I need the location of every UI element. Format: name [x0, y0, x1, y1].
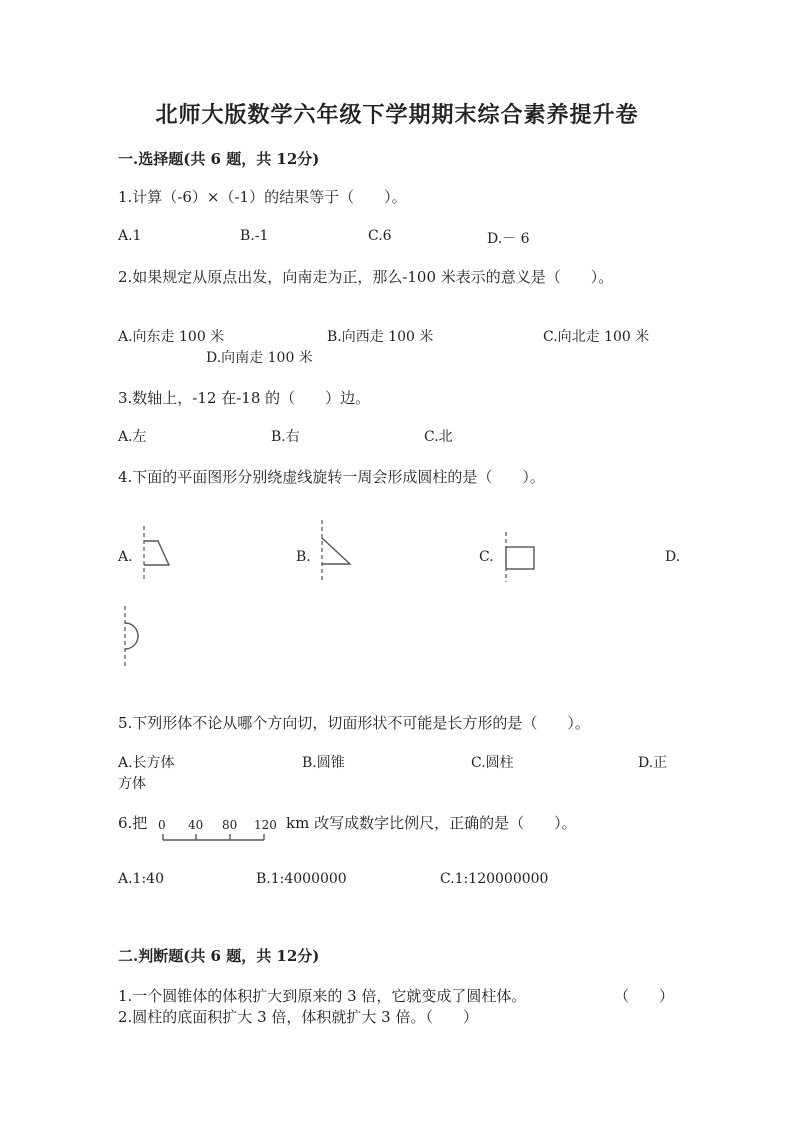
question-1-option-c[interactable]: C.6	[368, 228, 392, 244]
question-4-option-c[interactable]: C.	[479, 549, 494, 565]
question-6-stem-prefix: 6.把	[118, 814, 148, 832]
question-3-option-c[interactable]: C.北	[424, 429, 453, 445]
question-1-option-a[interactable]: A.1	[118, 228, 142, 244]
question-6-option-b[interactable]: B.1:4000000	[256, 871, 347, 887]
judgment-item-1-answer-bracket[interactable]: （ ）	[614, 987, 675, 1005]
question-3-stem: 3.数轴上，-12 在-18 的（ ）边。	[118, 389, 371, 407]
question-6-option-a[interactable]: A.1:40	[118, 871, 164, 887]
question-5-option-d[interactable]: D.正	[638, 755, 668, 771]
rectangle-figure-c	[500, 530, 540, 584]
scale-label-40: 40	[188, 818, 204, 832]
question-2-option-a[interactable]: A.向东走 100 米	[118, 329, 225, 345]
question-1-option-b[interactable]: B.-1	[240, 228, 269, 244]
question-1-option-d[interactable]: D.－ 6	[487, 231, 530, 247]
scale-ruler	[158, 832, 278, 846]
judgment-item-1: 1.一个圆锥体的体积扩大到原来的 3 倍，它就变成了圆柱体。	[118, 987, 527, 1005]
scale-label-0: 0	[158, 818, 166, 832]
question-3-option-a[interactable]: A.左	[118, 429, 147, 445]
question-5-option-b[interactable]: B.圆锥	[302, 755, 345, 771]
section-heading-choice: 一.选择题(共 6 题，共 12分)	[118, 150, 320, 168]
judgment-item-2: 2.圆柱的底面积扩大 3 倍，体积就扩大 3 倍。（ ）	[118, 1008, 478, 1026]
triangle-figure-b	[314, 518, 358, 584]
question-5-option-d-continued: 方体	[118, 776, 146, 792]
question-4-option-d[interactable]: D.	[665, 549, 681, 565]
question-2-stem: 2.如果规定从原点出发，向南走为正，那么-100 米表示的意义是（ ）。	[118, 268, 614, 286]
question-1-stem: 1.计算（-6）×（-1）的结果等于（ ）。	[118, 188, 407, 206]
question-5-stem: 5.下列形体不论从哪个方向切，切面形状不可能是长方形的是（ ）。	[118, 714, 590, 732]
page-title: 北师大版数学六年级下学期期末综合素养提升卷	[155, 102, 639, 128]
question-2-option-d[interactable]: D.向南走 100 米	[206, 350, 313, 366]
question-2-option-c[interactable]: C.向北走 100 米	[543, 329, 650, 345]
scale-label-120: 120	[254, 818, 277, 832]
section-heading-judgment: 二.判断题(共 6 题，共 12分)	[118, 947, 320, 965]
question-3-option-b[interactable]: B.右	[271, 429, 300, 445]
question-4-option-b[interactable]: B.	[296, 549, 311, 565]
question-5-option-a[interactable]: A.长方体	[118, 755, 175, 771]
line-scale	[158, 818, 283, 848]
semicircle-figure-d	[116, 604, 152, 668]
trapezoid-figure-a	[138, 524, 178, 584]
question-6-stem-suffix: km 改写成数字比例尺，正确的是（ ）。	[286, 814, 577, 832]
question-6-option-c[interactable]: C.1:120000000	[440, 871, 549, 887]
question-4-option-a[interactable]: A.	[118, 549, 133, 565]
scale-label-80: 80	[222, 818, 238, 832]
question-5-option-c[interactable]: C.圆柱	[471, 755, 514, 771]
question-2-option-b[interactable]: B.向西走 100 米	[327, 329, 434, 345]
question-4-stem: 4.下面的平面图形分别绕虚线旋转一周会形成圆柱的是（ ）。	[118, 468, 545, 486]
